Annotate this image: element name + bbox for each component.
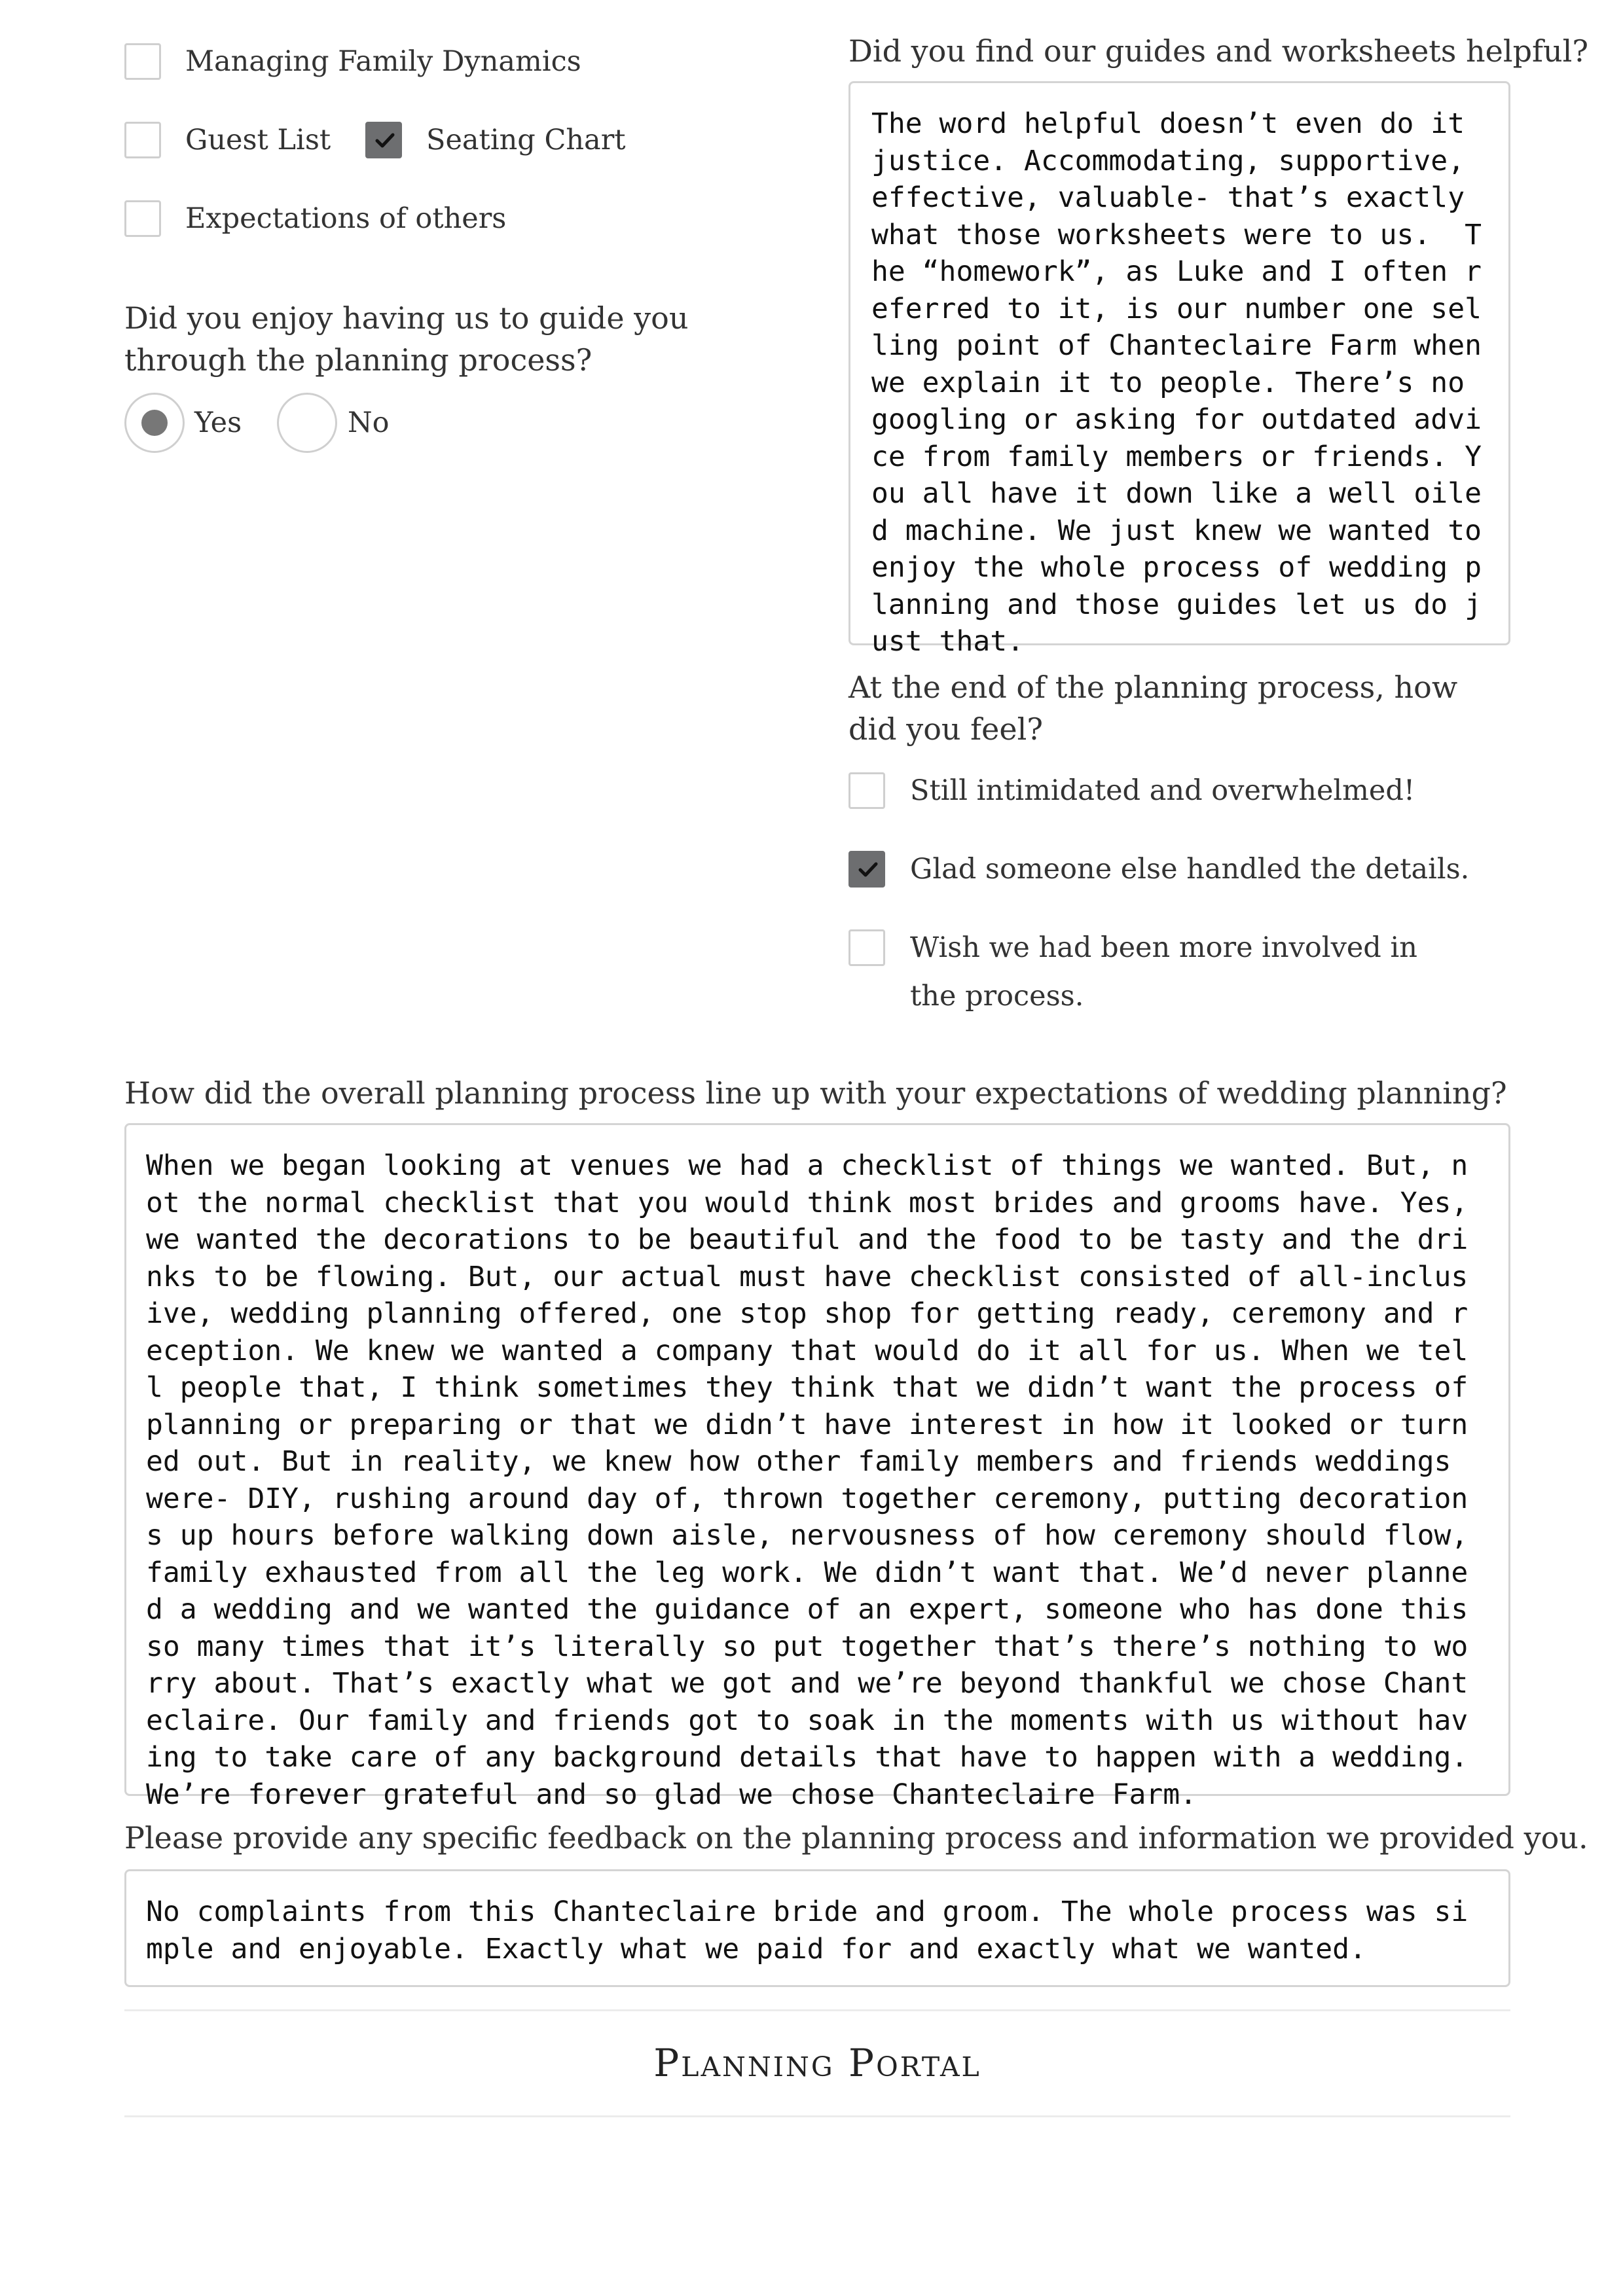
checkbox-label: Wish we had been more involved in the process. [910,931,1417,1013]
footer-divider-bottom [124,2115,1510,2117]
footer-divider-top [124,2009,1510,2011]
feedback-question: Please provide any specific feedback on the planning process and information we provided you. [124,1820,1588,1856]
footer-title: Planning Portal [653,2041,981,2085]
worksheets-question: Did you find our guides and worksheets helpful? [848,33,1589,69]
checkbox-still-intimidated[interactable] [848,772,885,809]
checkbox-managing-family-dynamics[interactable] [124,43,161,80]
feedback-answer-field[interactable]: No complaints from this Chanteclaire bride and groom. The whole process was simple and enjoyable. Exactly what we paid for and exactly what we wanted. [124,1869,1510,1987]
checkbox-label: Managing Family Dynamics [185,45,581,78]
radio-no[interactable] [277,393,337,453]
radio-no-label: No [348,406,390,439]
checkbox-label: Guest List [185,124,331,156]
checkbox-label: Seating Chart [426,124,626,156]
check-icon [858,861,878,878]
checkbox-wish-more-involved[interactable] [848,929,885,966]
radio-yes[interactable] [124,393,185,453]
check-icon [375,132,395,149]
guide-question: Did you enjoy having us to guide you through the planning process? [124,300,689,378]
checkbox-expectations-of-others[interactable] [124,200,161,237]
radio-yes-label: Yes [194,406,242,439]
checkbox-label: Still intimidated and overwhelmed! [910,774,1415,807]
checkbox-label: Glad someone else handled the details. [910,853,1470,886]
checkbox-label: Expectations of others [185,202,507,235]
checkbox-guest-list[interactable] [124,122,161,158]
worksheets-answer-field[interactable]: The word helpful doesn’t even do it justice. Accommodating, supportive, effective, valuable- that’s exactly what those worksheets were to us. The “homework”, as Luke and I often referred to it, is our number one selling point of Chanteclaire Farm when we explain it to people. There’s no googling or asking for outdated advice from family members or friends. You all have it down like a well oiled machine. We just knew we wanted to enjoy the whole process of wedding planning and those guides let us do just that. [848,81,1510,645]
expectations-question: How did the overall planning process line up with your expectations of wedding planning? [124,1075,1507,1111]
feel-question: At the end of the planning process, how did you feel? [848,670,1458,747]
checkbox-glad-someone-else[interactable] [848,851,885,888]
radio-selected-dot [141,410,168,436]
expectations-answer-field[interactable]: When we began looking at venues we had a checklist of things we wanted. But, not the normal checklist that you would think most brides and grooms have. Yes, we wanted the decorations to be beautiful and the food to be tasty and the drinks to be flowing. But, our actual must have checklist consisted of all-inclusive, wedding planning offered, one stop shop for getting ready, ceremony and reception. We knew we wanted a company that would do it all for us. When we tell people that, I think sometimes they think that we didn’t want the process of planning or preparing or that we didn’t have interest in how it looked or turned out. But in reality, we knew how other family members and friends weddings were- DIY, rushing around day of, thrown together ceremony, putting decorations up hours before walking down aisle, nervousness of how ceremony should flow, family exhausted from all the leg work. We didn’t want that. We’d never planned a wedding and we wanted the guidance of an expert, someone who has done this so many times that it’s literally so put together that’s there’s nothing to worry about. That’s exactly what we got and we’re beyond thankful we chose Chanteclaire. Our family and friends got to soak in the moments with us without having to take care of any background details that have to happen with a wedding. We’re forever grateful and so glad we chose Chanteclaire Farm. [124,1123,1510,1796]
checkbox-seating-chart[interactable] [365,122,402,158]
